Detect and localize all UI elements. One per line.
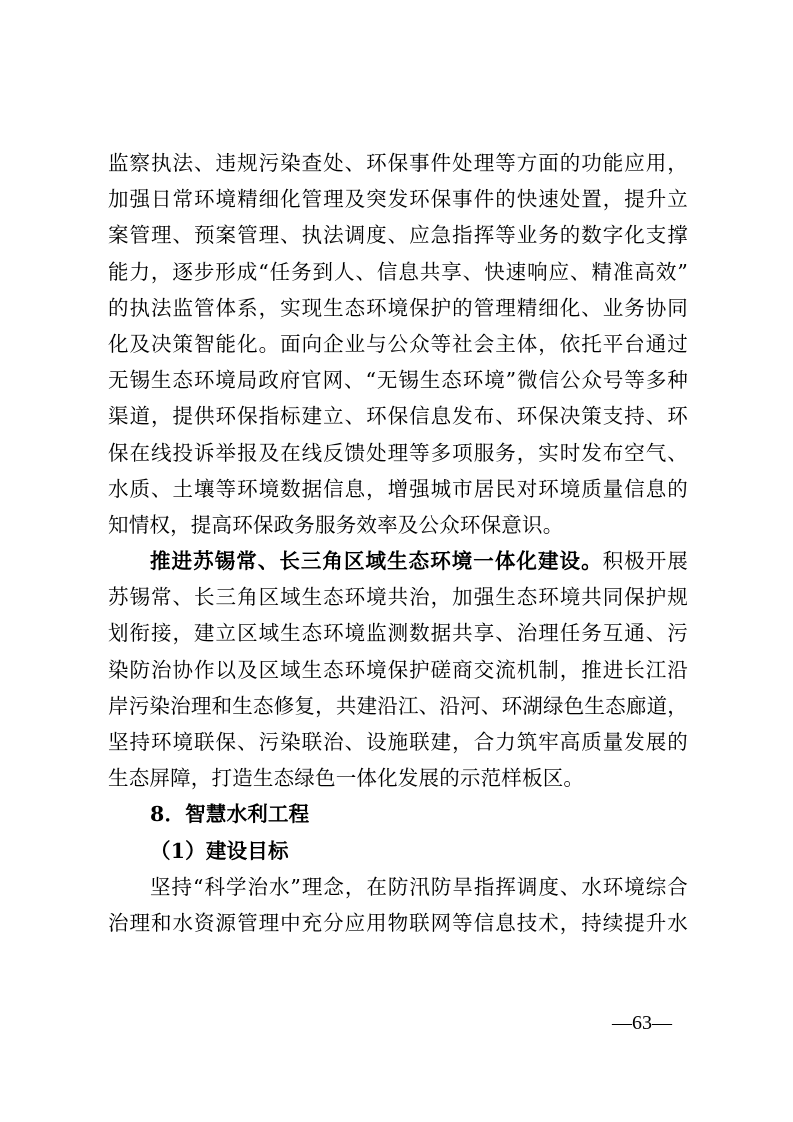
paragraph-line: 生态屏障，打造生态绿色一体化发展的示范样板区。 xyxy=(108,766,585,791)
paragraph-line: 保在线投诉举报及在线反馈处理等多项服务，实时发布空气、 xyxy=(108,440,688,465)
subsection-heading: （1）建设目标 xyxy=(150,838,289,863)
paragraph-line: 案管理、预案管理、执法调度、应急指挥等业务的数字化支撑 xyxy=(108,223,688,248)
lead-line-rest: 积极开展 xyxy=(602,549,688,574)
page-body xyxy=(108,145,688,941)
paragraph-line: 治理和水资源管理中充分应用物联网等信息技术，持续提升水 xyxy=(108,910,688,935)
paragraph-line: 的执法监管体系，实现生态环境保护的管理精细化、业务协同 xyxy=(108,295,688,320)
bold-lead: 推进苏锡常、长三角区域生态环境一体化建设。 xyxy=(150,549,603,574)
paragraph-line: 知情权，提高环保政务服务效率及公众环保意识。 xyxy=(108,512,564,537)
paragraph-line: 染防治协作以及区域生态环境保护磋商交流机制，推进长江沿 xyxy=(108,657,688,682)
paragraph-line: 能力，逐步形成“任务到人、信息共享、快速响应、精准高效” xyxy=(108,259,688,284)
page-number: —63— xyxy=(612,1012,672,1034)
paragraph-line: 岸污染治理和生态修复，共建沿江、沿河、环湖绿色生态廊道， xyxy=(108,693,688,718)
section-heading: 8．智慧水利工程 xyxy=(150,802,310,827)
paragraph-line: 坚持环境联保、污染联治、设施联建，合力筑牢高质量发展的 xyxy=(108,730,688,754)
paragraph-line: 监察执法、违规污染查处、环保事件处理等方面的功能应用， xyxy=(108,151,688,175)
paragraph-line: 无锡生态环境局政府官网、“无锡生态环境”微信公众号等多种 xyxy=(108,368,688,393)
paragraph-line: 化及决策智能化。面向企业与公众等社会主体，依托平台通过 xyxy=(108,331,688,356)
paragraph-line: 加强日常环境精细化管理及突发环保事件的快速处置，提升立 xyxy=(108,187,688,212)
paragraph-lead-line xyxy=(108,543,688,579)
paragraph-line: 苏锡常、长三角区域生态环境共治，加强生态环境共同保护规 xyxy=(108,585,688,610)
paragraph-line: 渠道，提供环保指标建立、环保信息发布、环保决策支持、环 xyxy=(108,404,688,429)
paragraph-line: 坚持“科学治水”理念，在防汛防旱指挥调度、水环境综合 xyxy=(150,874,688,899)
paragraph-line: 划衔接，建立区域生态环境监测数据共享、治理任务互通、污 xyxy=(108,621,688,646)
paragraph-line: 水质、土壤等环境数据信息，增强城市居民对环境质量信息的 xyxy=(108,476,688,501)
